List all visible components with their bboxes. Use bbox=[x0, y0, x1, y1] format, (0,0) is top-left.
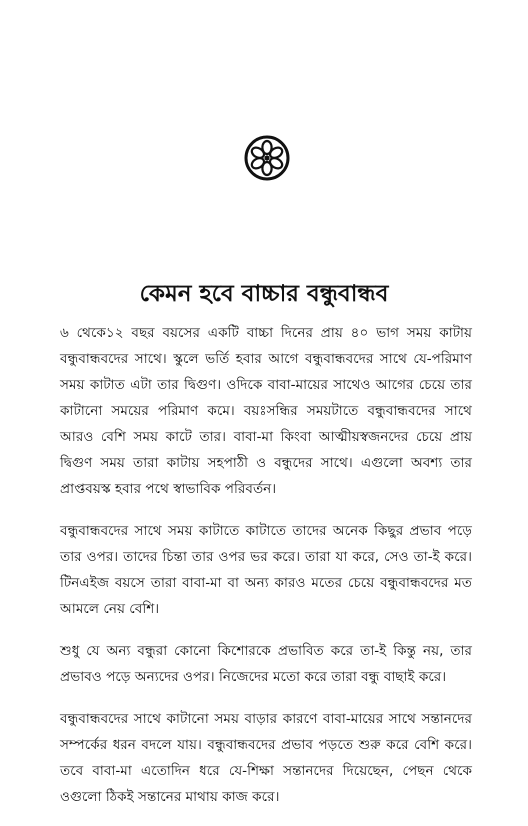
paragraph-4: বন্ধুবান্ধবদের সাথে কাটানো সময় বাড়ার কারণে বাবা-মায়ের সাথে সন্তানদের সম্পর্কের ধরন বদলে যায়। বন্ধুবান্ধবদের প্রভাব পড়তে শুরু করে বেশি করে। তবে বাবা-মা এতোদিন ধরে যে-শিক্ষা সন্তানদের দিয়েছেন, পেছন থেকে ওগুলো ঠিকই সন্তানের মাথায় কাজ করে। bbox=[60, 711, 472, 805]
chapter-body bbox=[60, 320, 472, 826]
paragraph-1: ৬ থেকে১২ বছর বয়সের একটি বাচ্চা দিনের প্রায় ৪০ ভাগ সময় কাটায় বন্ধুবান্ধবদের সাথে। স্কুলে ভর্তি হবার আগে বন্ধুবান্ধবদের সাথে যে-পরিমাণ সময় কাটাত এটা তার দ্বিগুণ। ওদিকে বাবা-মায়ের সাথেও আগের চেয়ে তার কাটানো সময়ের পরিমাণ কমে। বয়ঃসন্ধির সময়টাতে বন্ধুবান্ধবদের সাথে আরও বেশি সময় কাটে তার। বাবা-মা কিংবা আত্মীয়স্বজনদের চেয়ে প্রায় দ্বিগুণ সময় তারা কাটায় সহপাঠী ও বন্ধুদের সাথে। এগুলো অবশ্য তার প্রাপ্তবয়স্ক হবার পথে স্বাভাবিক পরিবর্তন। bbox=[60, 325, 472, 497]
paragraph-3: শুধু যে অন্য বন্ধুরা কোনো কিশোরকে প্রভাবিত করে তা-ই কিন্তু নয়, তার প্রভাবও পড়ে অন্যদের ওপর। নিজেদের মতো করে তারা বন্ধু বাছাই করে। bbox=[60, 643, 472, 685]
chapter-title: কেমন হবে বাচ্চার বন্ধুবান্ধব bbox=[139, 281, 389, 307]
paragraph-2: বন্ধুবান্ধবদের সাথে সময় কাটাতে কাটাতে তাদের অনেক কিছুর প্রভাব পড়ে তার ওপর। তাদের চিন্তা তার ওপর ভর করে। তারা যা করে, সেও তা-ই করে। টিনএইজ বয়সে তারা বাবা-মা বা অন্য কারও মতের চেয়ে বন্ধুবান্ধবদের মত আমলে নেয় বেশি। bbox=[60, 523, 472, 617]
flower-ornament-icon bbox=[244, 135, 290, 181]
